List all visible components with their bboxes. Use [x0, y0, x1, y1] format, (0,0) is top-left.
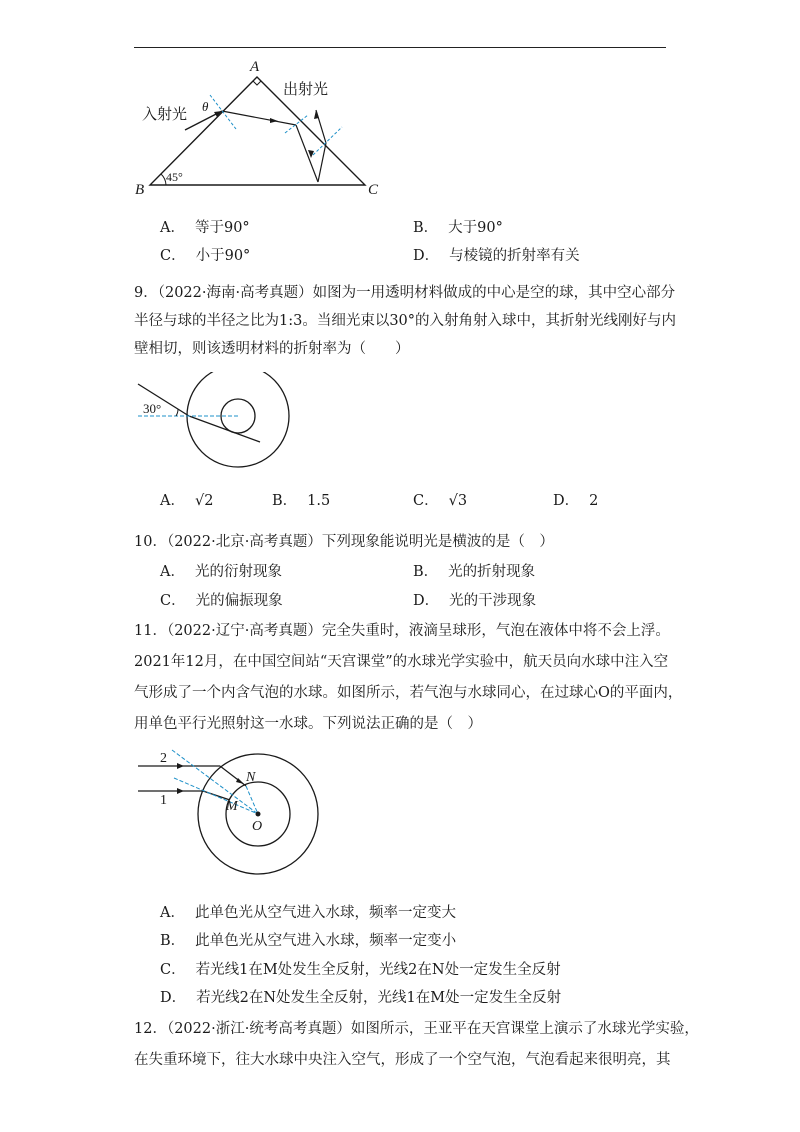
- option-key: A．: [160, 564, 185, 580]
- option-text: 小于90°: [195, 248, 251, 264]
- q8-option-a: [160, 218, 250, 238]
- point-label-M: M: [226, 799, 238, 814]
- refracted-ray: [222, 111, 296, 125]
- option-text: 此单色光从空气进入水球，频率一定变大: [194, 905, 456, 921]
- q9-option-b: [272, 491, 330, 511]
- q9-option-c: [413, 491, 467, 511]
- option-key: D．: [553, 493, 580, 509]
- outer-sphere: [187, 372, 289, 467]
- incident-light-label: 入射光: [142, 107, 188, 123]
- option-text: 若光线1在M处发生全反射，光线2在N处一定发生全反射: [195, 962, 561, 978]
- q10-line-1: 10．（2022·北京·高考真题）下列现象能说明光是横波的是（ ）: [134, 534, 554, 550]
- vertex-label-C: C: [368, 182, 379, 198]
- vertex-label-B: B: [135, 182, 145, 198]
- water-ball-figure: [134, 748, 354, 908]
- q11-option-a: [160, 903, 456, 923]
- option-text: 光的干涉现象: [449, 593, 537, 609]
- q10-option-c: [160, 591, 283, 611]
- option-text: 光的衍射现象: [194, 564, 282, 580]
- prism-diagram: [130, 55, 390, 200]
- q10-option-d: [413, 591, 536, 611]
- option-key: C．: [160, 593, 186, 609]
- option-text: 大于90°: [448, 220, 503, 236]
- q11-line-3: 气形成了一个内含气泡的水球。如图所示，若气泡与水球同心，在过球心O的平面内，: [134, 685, 683, 701]
- q11-line-4: 用单色平行光照射这一水球。下列说法正确的是（ ）: [134, 716, 482, 732]
- water-ball-diagram: [134, 748, 354, 908]
- q12-line-1: 12．（2022·浙江·统考高考真题）如图所示，王亚平在天宫课堂上演示了水球光学实验，: [134, 1021, 699, 1037]
- option-text: 与棱镜的折射率有关: [449, 248, 580, 264]
- theta-label: θ: [202, 99, 209, 114]
- q11-option-c: [160, 960, 561, 980]
- q8-option-c: [160, 246, 250, 266]
- option-text: 此单色光从空气进入水球，频率一定变小: [195, 933, 457, 949]
- point-label-O: O: [252, 819, 263, 834]
- option-key: C．: [160, 248, 186, 264]
- option-key: B．: [272, 493, 298, 509]
- option-text: √3: [448, 493, 468, 509]
- q9-line-2: 半径与球的半径之比为1:3。当细光束以30°的入射角射入球中，其折射光线刚好与内: [134, 313, 677, 329]
- prism-outline: [150, 77, 365, 185]
- q9-option-d: [553, 491, 598, 511]
- option-key: A．: [160, 905, 185, 921]
- hollow-sphere-figure: [134, 372, 294, 482]
- option-key: A．: [160, 220, 185, 236]
- option-text: 2: [589, 493, 599, 509]
- q10-option-b: [413, 562, 535, 582]
- option-key: B．: [160, 933, 186, 949]
- q11-option-d: [160, 988, 561, 1008]
- option-key: C．: [160, 962, 186, 978]
- q12-line-2: 在失重环境下，往大水球中央注入空气，形成了一个空气泡，气泡看起来很明亮，其: [134, 1052, 671, 1068]
- center-point: [256, 812, 261, 817]
- q11-line-2: 2021年12月，在中国空间站“天宫课堂”的水球光学实验中，航天员向水球中注入空: [134, 654, 669, 670]
- hollow-sphere-diagram: [134, 372, 294, 482]
- q8-option-d: [413, 246, 580, 266]
- ray-label-2: 2: [160, 751, 167, 766]
- exit-light-label: 出射光: [283, 82, 329, 98]
- angle-label: 30°: [143, 401, 162, 416]
- option-text: 等于90°: [194, 220, 250, 236]
- q9-option-a: [160, 491, 213, 511]
- q9-line-1: 9．（2022·海南·高考真题）如图为一用透明材料做成的中心是空的球，其中空心部分: [134, 285, 676, 301]
- ray-label-1: 1: [160, 793, 167, 808]
- q10-option-a: [160, 562, 282, 582]
- option-text: 1.5: [307, 493, 331, 509]
- q11-line-1: 11．（2022·辽宁·高考真题）完全失重时，液滴呈球形，气泡在液体中将不会上浮。: [134, 623, 670, 639]
- q8-option-b: [413, 218, 503, 238]
- q9-line-3: 壁相切，则该透明材料的折射率为（ ）: [134, 341, 410, 357]
- vertex-label-A: A: [250, 59, 260, 75]
- q11-option-b: [160, 931, 456, 951]
- angle-B-label: 45°: [166, 170, 183, 184]
- option-key: B．: [413, 220, 439, 236]
- option-key: D．: [413, 248, 440, 264]
- prism-figure: [130, 55, 390, 200]
- option-text: 光的折射现象: [448, 564, 536, 580]
- option-key: D．: [413, 593, 440, 609]
- option-key: B．: [413, 564, 439, 580]
- normal-line: [210, 95, 236, 129]
- option-key: C．: [413, 493, 439, 509]
- header-rule: [134, 47, 666, 48]
- option-key: A．: [160, 493, 185, 509]
- option-text: 若光线2在N处发生全反射，光线1在M处一定发生全反射: [196, 990, 562, 1006]
- option-text: 光的偏振现象: [195, 593, 283, 609]
- option-key: D．: [160, 990, 187, 1006]
- option-text: √2: [194, 493, 214, 509]
- point-label-N: N: [246, 770, 256, 785]
